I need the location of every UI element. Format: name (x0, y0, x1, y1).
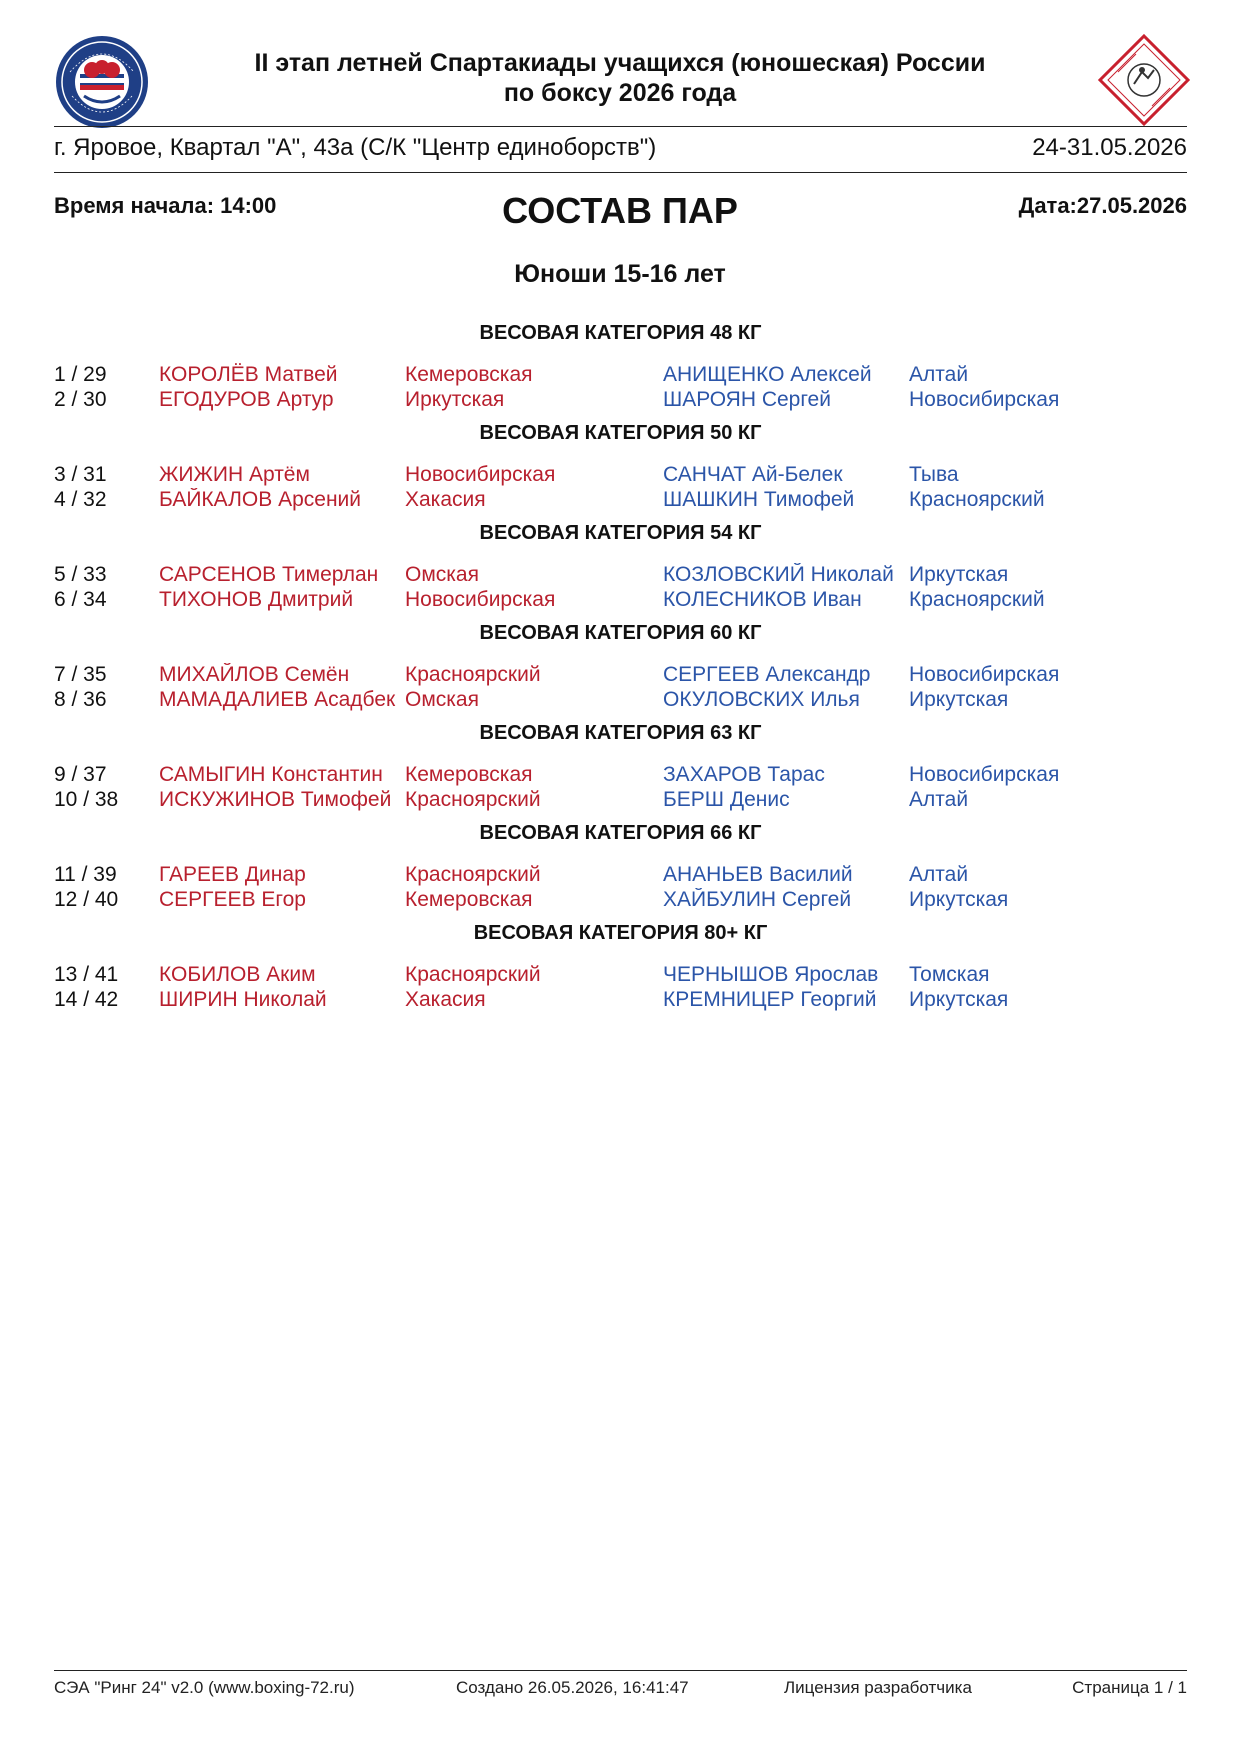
red-corner-boxer: МИХАЙЛОВ Семён (159, 662, 350, 686)
bout-number: 13 / 41 (54, 962, 119, 986)
red-corner-team: Иркутская (405, 387, 505, 411)
red-corner-boxer: САМЫГИН Константин (159, 762, 383, 786)
category-spacer (54, 850, 1187, 862)
red-corner-team: Красноярский (405, 787, 541, 811)
red-corner-boxer: ИСКУЖИНОВ Тимофей (159, 787, 392, 811)
category-spacer (54, 350, 1187, 362)
blue-corner-boxer: БЕРШ Денис (663, 787, 790, 811)
bout-row (54, 587, 1187, 612)
bout-number: 8 / 36 (54, 687, 107, 711)
event-dates: 24-31.05.2026 (1032, 134, 1187, 161)
venue-address: г. Яровое, Квартал "А", 43а (С/К "Центр единоборств") (54, 134, 657, 161)
red-corner-team: Красноярский (405, 862, 541, 886)
blue-corner-team: Новосибирская (909, 662, 1060, 686)
event-title-line-1: II этап летней Спартакиады учащихся (юношеская) России (254, 49, 986, 77)
red-corner-team: Новосибирская (405, 462, 556, 486)
blue-corner-boxer: ЧЕРНЫШОВ Ярослав (663, 962, 879, 986)
red-corner-boxer: КОРОЛЁВ Матвей (159, 362, 338, 386)
weight-category-heading: ВЕСОВАЯ КАТЕГОРИЯ 63 КГ (479, 722, 762, 744)
red-corner-boxer: ТИХОНОВ Дмитрий (159, 587, 354, 611)
red-corner-boxer: КОБИЛОВ Аким (159, 962, 316, 986)
category-spacer (54, 550, 1187, 562)
footer-license: Лицензия разработчика (784, 1678, 972, 1697)
blue-corner-boxer: САНЧАТ Ай-Белек (663, 462, 843, 486)
red-corner-team: Кемеровская (405, 362, 533, 386)
blue-corner-team: Томская (909, 962, 990, 986)
red-corner-team: Хакасия (405, 987, 486, 1011)
category-spacer (54, 750, 1187, 762)
bout-list (54, 312, 1187, 1012)
red-corner-team: Хакасия (405, 487, 486, 511)
bout-row (54, 487, 1187, 512)
blue-corner-team: Алтай (909, 787, 969, 811)
document-title: СОСТАВ ПАР (502, 190, 738, 231)
blue-corner-boxer: ОКУЛОВСКИХ Илья (663, 687, 860, 711)
bout-row (54, 362, 1187, 387)
red-corner-boxer: САРСЕНОВ Тимерлан (159, 562, 379, 586)
blue-corner-boxer: КОЗЛОВСКИЙ Николай (663, 562, 894, 586)
blue-corner-boxer: АНАНЬЕВ Василий (663, 862, 853, 886)
bout-row (54, 562, 1187, 587)
weight-category-heading: ВЕСОВАЯ КАТЕГОРИЯ 80+ КГ (473, 922, 768, 944)
bout-number: 3 / 31 (54, 462, 107, 486)
blue-corner-boxer: СЕРГЕЕВ Александр (663, 662, 871, 686)
footer-page-number: Страница 1 / 1 (1072, 1678, 1187, 1697)
weight-category-heading: ВЕСОВАЯ КАТЕГОРИЯ 66 КГ (479, 822, 762, 844)
bout-number: 9 / 37 (54, 762, 107, 786)
blue-corner-boxer: ХАЙБУЛИН Сергей (663, 887, 852, 911)
category-spacer (54, 450, 1187, 462)
red-corner-team: Новосибирская (405, 587, 556, 611)
bout-number: 5 / 33 (54, 562, 107, 586)
blue-corner-team: Иркутская (909, 562, 1009, 586)
blue-corner-boxer: АНИЩЕНКО Алексей (663, 362, 872, 386)
red-corner-boxer: ЕГОДУРОВ Артур (159, 387, 334, 411)
age-group-heading: Юноши 15-16 лет (514, 260, 726, 288)
blue-corner-boxer: КОЛЕСНИКОВ Иван (663, 587, 862, 611)
footer-divider (54, 1670, 1187, 1671)
category-spacer (54, 950, 1187, 962)
red-corner-team: Кемеровская (405, 887, 533, 911)
bout-number: 1 / 29 (54, 362, 107, 386)
blue-corner-team: Иркутская (909, 887, 1009, 911)
red-corner-boxer: БАЙКАЛОВ Арсений (159, 487, 362, 511)
bout-row (54, 462, 1187, 487)
blue-corner-boxer: ЗАХАРОВ Тарас (663, 762, 825, 786)
bout-row (54, 387, 1187, 412)
header-divider-bottom (54, 172, 1187, 173)
bout-row (54, 687, 1187, 712)
bout-row (54, 862, 1187, 887)
bout-row (54, 787, 1187, 812)
document-date: Дата:27.05.2026 (1018, 193, 1187, 218)
blue-corner-team: Иркутская (909, 687, 1009, 711)
bout-number: 11 / 39 (54, 862, 117, 886)
blue-corner-team: Новосибирская (909, 387, 1060, 411)
header-divider-top (54, 126, 1187, 127)
weight-category-heading: ВЕСОВАЯ КАТЕГОРИЯ 60 КГ (479, 622, 762, 644)
red-corner-boxer: МАМАДАЛИЕВ Асадбек (159, 687, 396, 711)
regional-federation-logo (1096, 32, 1192, 128)
bout-number: 4 / 32 (54, 487, 107, 511)
footer-software: СЭА "Ринг 24" v2.0 (www.boxing-72.ru) (54, 1678, 355, 1697)
red-corner-boxer: СЕРГЕЕВ Егор (159, 887, 306, 911)
red-corner-team: Омская (405, 562, 479, 586)
bout-row (54, 987, 1187, 1012)
red-corner-boxer: ГАРЕЕВ Динар (159, 862, 306, 886)
event-title-line-2: по боксу 2026 года (503, 79, 737, 107)
bout-number: 10 / 38 (54, 787, 119, 811)
blue-corner-team: Алтай (909, 862, 969, 886)
blue-corner-boxer: ШАШКИН Тимофей (663, 487, 855, 511)
red-corner-team: Красноярский (405, 662, 541, 686)
red-corner-team: Кемеровская (405, 762, 533, 786)
bout-number: 2 / 30 (54, 387, 107, 411)
weight-category-heading: ВЕСОВАЯ КАТЕГОРИЯ 48 КГ (479, 322, 762, 344)
footer-created: Создано 26.05.2026, 16:41:47 (456, 1678, 689, 1697)
start-time: Время начала: 14:00 (54, 193, 277, 218)
bout-row (54, 662, 1187, 687)
blue-corner-team: Красноярский (909, 487, 1045, 511)
weight-category-heading: ВЕСОВАЯ КАТЕГОРИЯ 54 КГ (479, 522, 762, 544)
blue-corner-boxer: КРЕМНИЦЕР Георгий (663, 987, 877, 1011)
red-corner-team: Омская (405, 687, 479, 711)
blue-corner-boxer: ШАРОЯН Сергей (663, 387, 831, 411)
bout-row (54, 887, 1187, 912)
red-corner-boxer: ЖИЖИН Артём (159, 462, 310, 486)
bout-number: 6 / 34 (54, 587, 107, 611)
blue-corner-team: Новосибирская (909, 762, 1060, 786)
red-corner-team: Красноярский (405, 962, 541, 986)
blue-corner-team: Иркутская (909, 987, 1009, 1011)
bout-row (54, 962, 1187, 987)
blue-corner-team: Красноярский (909, 587, 1045, 611)
bout-row (54, 762, 1187, 787)
blue-corner-team: Тыва (909, 462, 959, 486)
blue-corner-team: Алтай (909, 362, 969, 386)
bout-number: 7 / 35 (54, 662, 107, 686)
category-spacer (54, 650, 1187, 662)
federation-emblem-logo (54, 34, 150, 130)
bout-number: 14 / 42 (54, 987, 119, 1011)
bout-number: 12 / 40 (54, 887, 119, 911)
event-title (180, 48, 1060, 108)
weight-category-heading: ВЕСОВАЯ КАТЕГОРИЯ 50 КГ (479, 422, 762, 444)
red-corner-boxer: ШИРИН Николай (159, 987, 327, 1011)
